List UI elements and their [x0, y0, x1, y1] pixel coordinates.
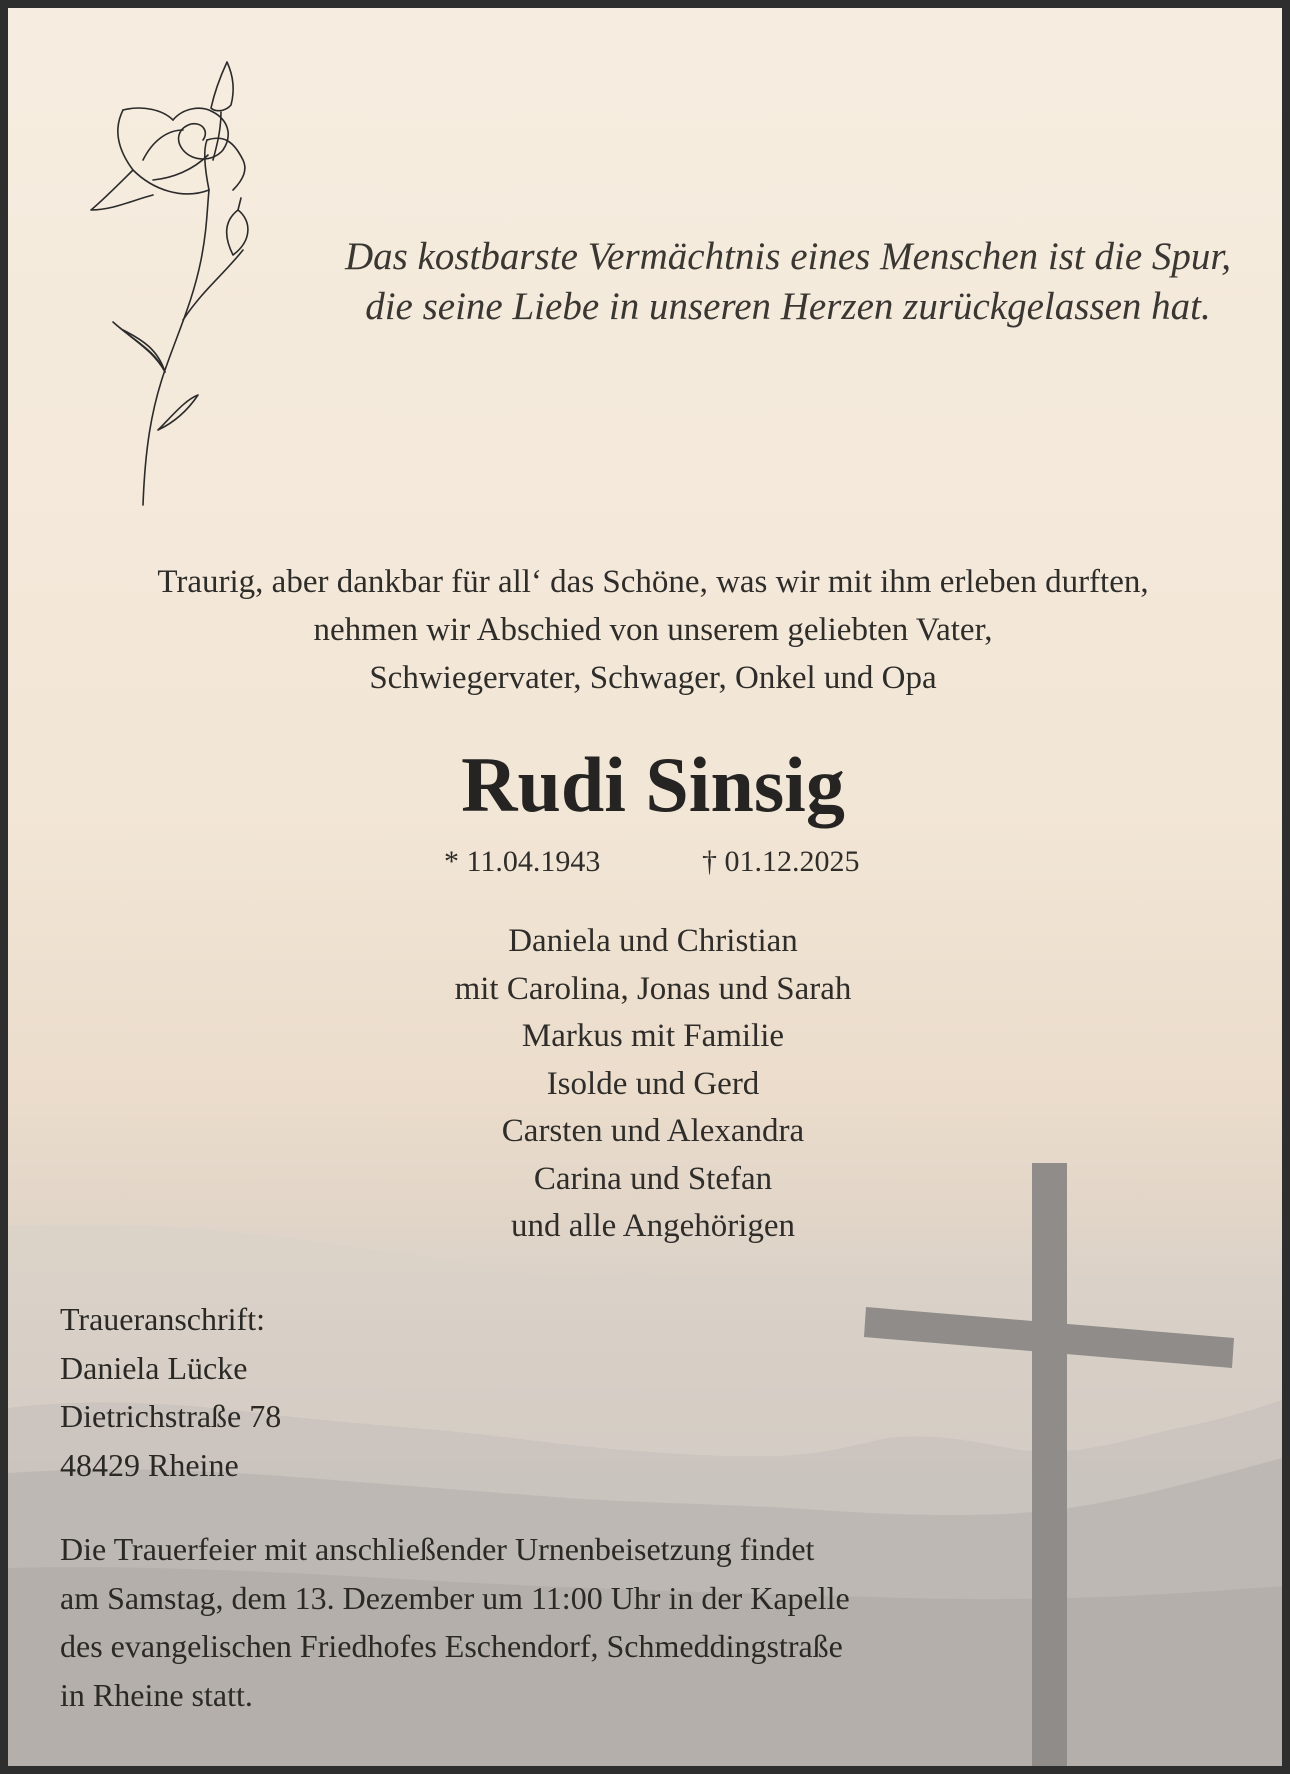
address-street: Dietrichstraße 78 [60, 1398, 282, 1434]
intro-line: Traurig, aber dankbar für all‘ das Schöne, was wir mit ihm erleben durften, [157, 564, 1149, 600]
address-label: Traueranschrift: [60, 1301, 265, 1337]
death-date: † 01.12.2025 [702, 845, 860, 878]
ceremony-info [60, 1525, 850, 1719]
family-list [8, 918, 1282, 1251]
intro-line: nehmen wir Abschied von unserem geliebten Vater, [313, 612, 993, 648]
deceased-name: Rudi Sinsig [461, 741, 845, 828]
family-line: Daniela und Christian [508, 923, 798, 959]
mourning-address [60, 1295, 281, 1489]
family-line: Isolde und Gerd [546, 1065, 760, 1102]
ceremony-line: Die Trauerfeier mit anschließender Urnenbeisetzung findet [60, 1531, 815, 1567]
address-name: Daniela Lücke [60, 1349, 248, 1386]
ceremony-line: am Samstag, dem 13. Dezember um 11:00 Uhr in der Kapelle [60, 1579, 850, 1616]
family-line: Carina und Stefan [533, 1160, 773, 1197]
family-line: mit Carolina, Jonas und Sarah [454, 970, 852, 1007]
quote-line: die seine Liebe in unseren Herzen zurückgelassen hat. [365, 285, 1211, 328]
family-line: Carsten und Alexandra [501, 1113, 805, 1149]
ceremony-line: in Rheine statt. [60, 1676, 253, 1713]
family-line: Markus mit Familie [521, 1018, 785, 1054]
memorial-quote [308, 232, 1268, 332]
intro-line: Schwiegervater, Schwager, Onkel und Opa [369, 660, 937, 696]
intro-text [68, 558, 1238, 702]
obituary-card [8, 8, 1282, 1766]
birth-date: * 11.04.1943 [444, 845, 601, 878]
quote-line: Das kostbarste Vermächtnis eines Menschen ist die Spur, [344, 235, 1232, 278]
family-line: und alle Angehörigen [510, 1208, 796, 1244]
ceremony-line: des evangelischen Friedhofes Eschendorf, Schmeddingstraße [60, 1628, 843, 1664]
address-city: 48429 Rheine [60, 1446, 239, 1483]
